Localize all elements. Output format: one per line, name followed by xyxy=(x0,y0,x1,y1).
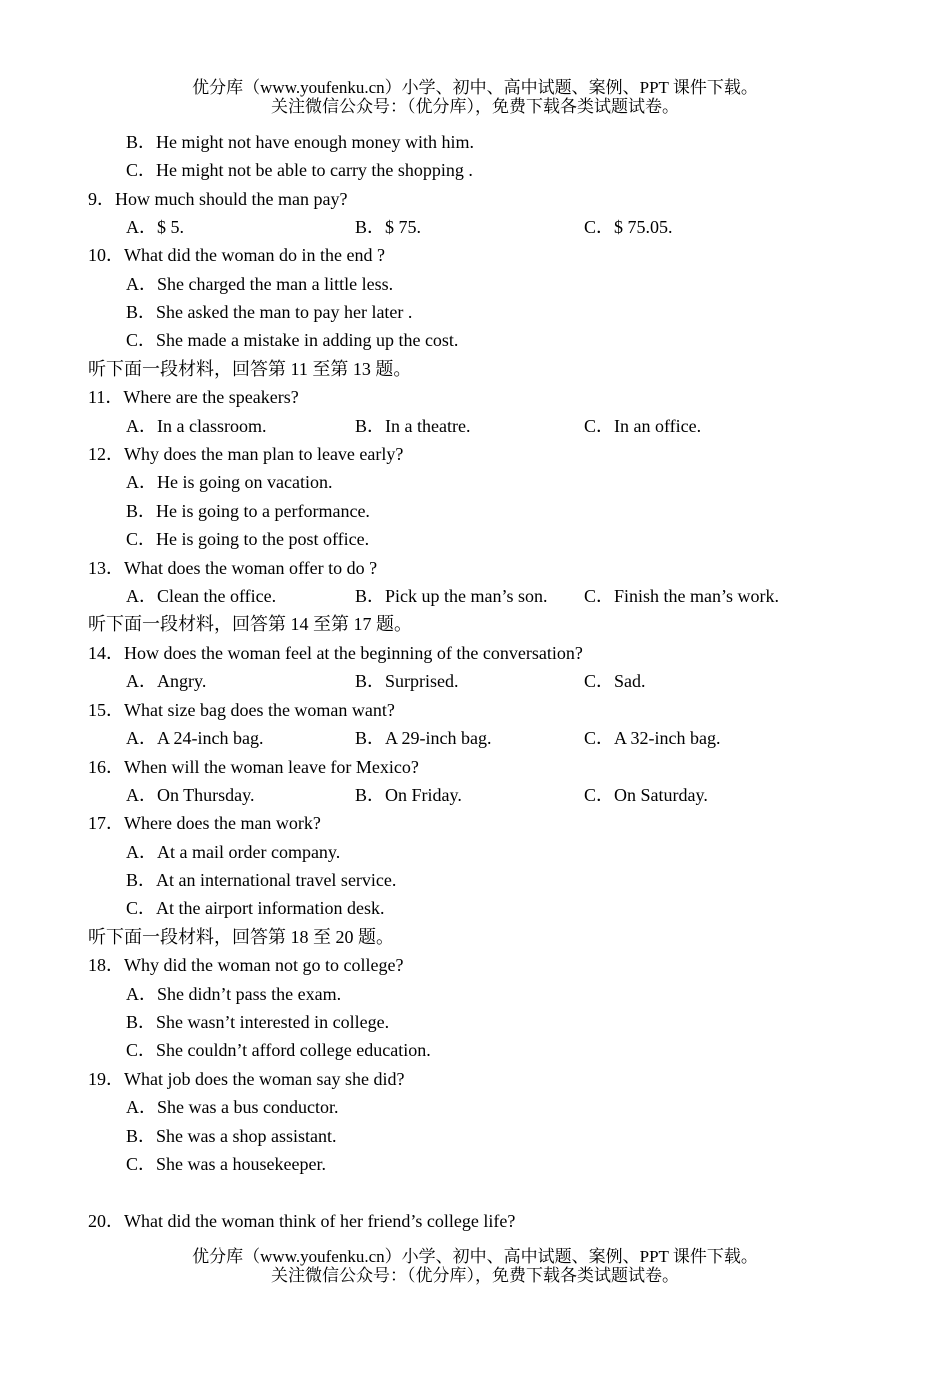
q11-option-b: B．In a theatre. xyxy=(355,416,471,436)
q16-option-b: B．On Friday. xyxy=(355,785,462,805)
q17-option-a: A．At a mail order company. xyxy=(126,842,341,862)
q19-stem: 19．What job does the woman say she did? xyxy=(88,1069,405,1089)
q10-option-a: A．She charged the man a little less. xyxy=(126,274,394,294)
q10-option-b: B．She asked the man to pay her later . xyxy=(126,302,413,322)
q9-option-b: B．$ 75. xyxy=(355,217,422,237)
q18-option-c: C．She couldn’t afford college education. xyxy=(126,1040,431,1060)
q19-option-c: C．She was a housekeeper. xyxy=(126,1154,326,1174)
q15-option-c: C．A 32-inch bag. xyxy=(584,728,721,748)
q11-option-a: A．In a classroom. xyxy=(126,416,267,436)
q10-stem: 10．What did the woman do in the end ? xyxy=(88,245,385,265)
section-instruction-18-20: 听下面一段材料，回答第 18 至 20 题。 xyxy=(88,927,394,947)
q9-option-c: C．$ 75.05. xyxy=(584,217,673,237)
q12-option-b: B．He is going to a performance. xyxy=(126,501,370,521)
page-footer xyxy=(0,1247,950,1285)
q14-option-c: C．Sad. xyxy=(584,671,646,691)
q18-option-b: B．She wasn’t interested in college. xyxy=(126,1012,390,1032)
q9-option-a: A．$ 5. xyxy=(126,217,184,237)
q10-option-c: C．She made a mistake in adding up the cost. xyxy=(126,330,459,350)
q8-option-c: C．He might not be able to carry the shopping . xyxy=(126,160,473,180)
q13-option-b: B．Pick up the man’s son. xyxy=(355,586,548,606)
q13-option-a: A．Clean the office. xyxy=(126,586,277,606)
q14-stem: 14．How does the woman feel at the beginning of the conversation? xyxy=(88,643,583,663)
q11-stem: 11．Where are the speakers? xyxy=(88,387,299,407)
q12-option-a: A．He is going on vacation. xyxy=(126,472,333,492)
section-instruction-14-17: 听下面一段材料，回答第 14 至第 17 题。 xyxy=(88,614,412,634)
q13-stem: 13．What does the woman offer to do ? xyxy=(88,558,378,578)
q14-option-a: A．Angry. xyxy=(126,671,207,691)
q20-stem: 20．What did the woman think of her friend’s college life? xyxy=(88,1211,516,1231)
q15-stem: 15．What size bag does the woman want? xyxy=(88,700,395,720)
q12-option-c: C．He is going to the post office. xyxy=(126,529,370,549)
footer-line-1: 优分库（www.youfenku.cn）小学、初中、高中试题、案例、PPT 课件下载。 xyxy=(192,1247,758,1266)
section-instruction-11-13: 听下面一段材料，回答第 11 至第 13 题。 xyxy=(88,359,412,379)
q15-option-a: A．A 24-inch bag. xyxy=(126,728,264,748)
q11-option-c: C．In an office. xyxy=(584,416,702,436)
q18-stem: 18．Why did the woman not go to college? xyxy=(88,955,404,975)
q9-stem: 9．How much should the man pay? xyxy=(88,189,348,209)
q15-option-b: B．A 29-inch bag. xyxy=(355,728,492,748)
footer-line-2: 关注微信公众号：（优分库），免费下载各类试题试卷。 xyxy=(271,1266,679,1285)
q16-option-c: C．On Saturday. xyxy=(584,785,708,805)
header-line-1: 优分库（www.youfenku.cn）小学、初中、高中试题、案例、PPT 课件下载。 xyxy=(192,78,758,97)
q14-option-b: B．Surprised. xyxy=(355,671,459,691)
q19-option-b: B．She was a shop assistant. xyxy=(126,1126,337,1146)
q16-option-a: A．On Thursday. xyxy=(126,785,255,805)
q19-option-a: A．She was a bus conductor. xyxy=(126,1097,339,1117)
q16-stem: 16．When will the woman leave for Mexico? xyxy=(88,757,419,777)
q17-stem: 17．Where does the man work? xyxy=(88,813,321,833)
q12-stem: 12．Why does the man plan to leave early? xyxy=(88,444,404,464)
header-line-2: 关注微信公众号：（优分库），免费下载各类试题试卷。 xyxy=(271,97,679,116)
page-header xyxy=(0,78,950,116)
q13-option-c: C．Finish the man’s work. xyxy=(584,586,780,606)
q17-option-c: C．At the airport information desk. xyxy=(126,898,385,918)
q8-option-b: B．He might not have enough money with him. xyxy=(126,132,474,152)
q18-option-a: A．She didn’t pass the exam. xyxy=(126,984,342,1004)
q17-option-b: B．At an international travel service. xyxy=(126,870,397,890)
